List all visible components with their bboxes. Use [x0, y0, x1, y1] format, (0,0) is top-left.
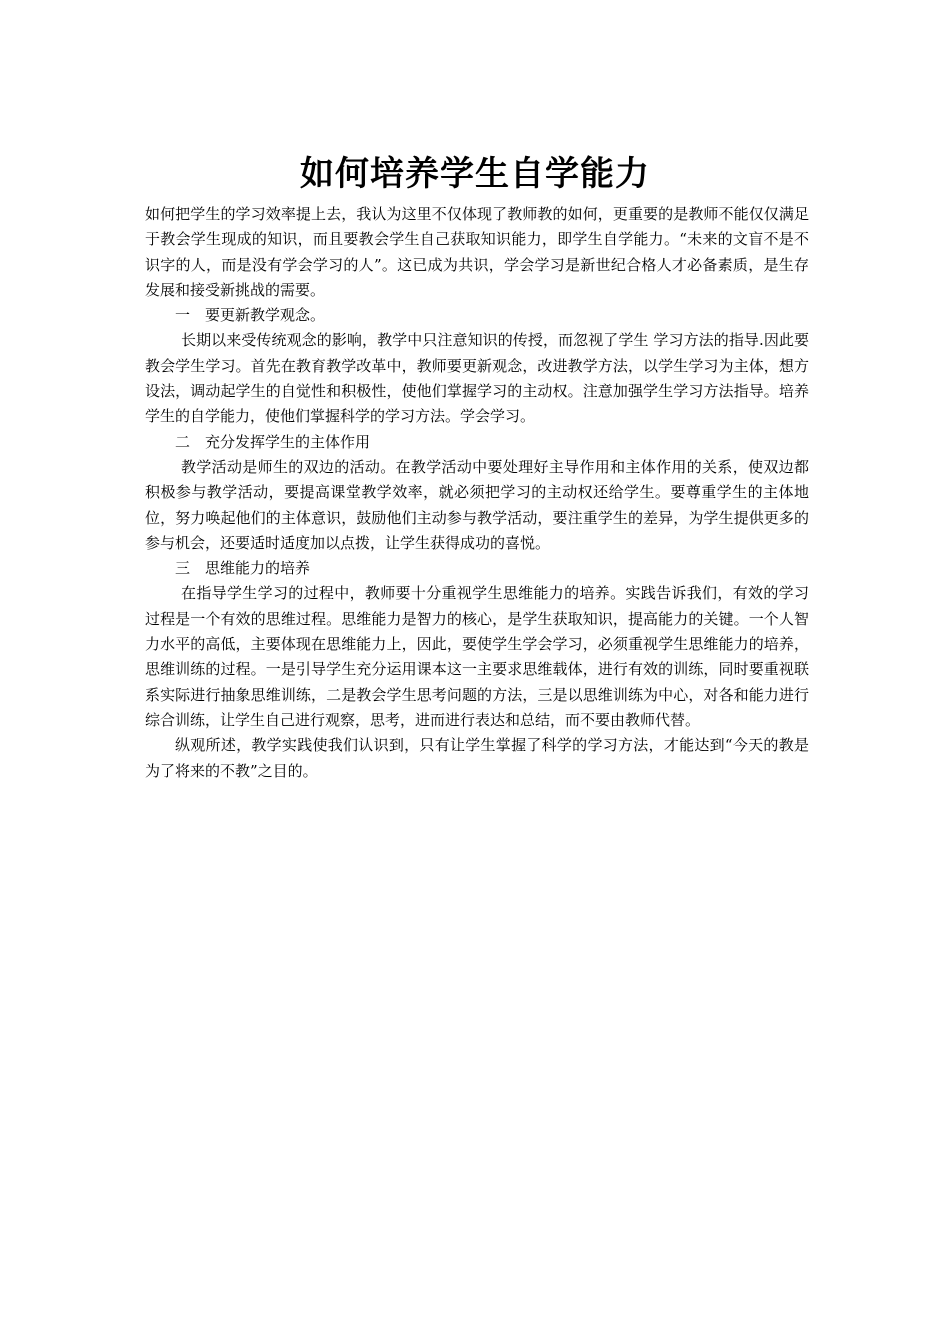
section-heading-3: 三 思维能力的培养: [175, 559, 311, 578]
section-heading-1: 一 要更新教学观念。: [175, 306, 326, 325]
section-paragraph-2: 教学活动是师生的双边的活动。在教学活动中要处理好主导作用和主体作用的关系，使双边都积极参与教学活动，要提高课堂教学效率，就必须把学习的主动权还给学生。要尊重学生的主体地位，努力唤起他们的主体意识，鼓励他们主动参与教学活动，要注重学生的差异，为学生提供更多的参与机会，还要适时适度加以点拨，让学生获得成功的喜悦。: [145, 457, 809, 552]
document-body: [145, 202, 809, 784]
section-heading-2: 二 充分发挥学生的主体作用: [175, 432, 371, 451]
document-title: 如何培养学生自学能力: [300, 154, 650, 194]
section-paragraph-3: 在指导学生学习的过程中，教师要十分重视学生思维能力的培养。实践告诉我们，有效的学习过程是一个有效的思维过程。思维能力是智力的核心，是学生获取知识，提高能力的关键。一个人智力水平的高低，主要体现在思维能力上，因此，要使学生学会学习，必须重视学生思维能力的培养，思维训练的过程。一是引导学生充分运用课本这一主要求思维载体，进行有效的训练，同时要重视联系实际进行抽象思维训练，二是教会学生思考问题的方法，三是以思维训练为中心，对各和能力进行综合训练，让学生自己进行观察，思考，进而进行表达和总结，而不要由教师代替。: [145, 584, 809, 729]
section-paragraph-1: 长期以来受传统观念的影响，教学中只注意知识的传授，而忽视了学生 学习方法的指导.因此要教会学生学习。首先在教育教学改革中，教师要更新观念，改进教学方法，以学生学习为主体，想方设法，调动起学生的自觉性和积极性，使他们掌握学习的主动权。注意加强学生学习方法指导。培养学生的自学能力，使他们掌握科学的学习方法。学会学习。: [145, 331, 809, 426]
conclusion-paragraph: 纵观所述，教学实践使我们认识到，只有让学生掌握了科学的学习方法，才能达到“今天的教是为了将来的不教”之目的。: [145, 736, 809, 780]
intro-paragraph: 如何把学生的学习效率提上去，我认为这里不仅体现了教师教的如何，更重要的是教师不能仅仅满足于教会学生现成的知识，而且要教会学生自己获取知识能力，即学生自学能力。“未来的文盲不是不识字的人，而是没有学会学习的人”。这已成为共识，学会学习是新世纪合格人才必备素质，是生存发展和接受新挑战的需要。: [145, 205, 809, 299]
